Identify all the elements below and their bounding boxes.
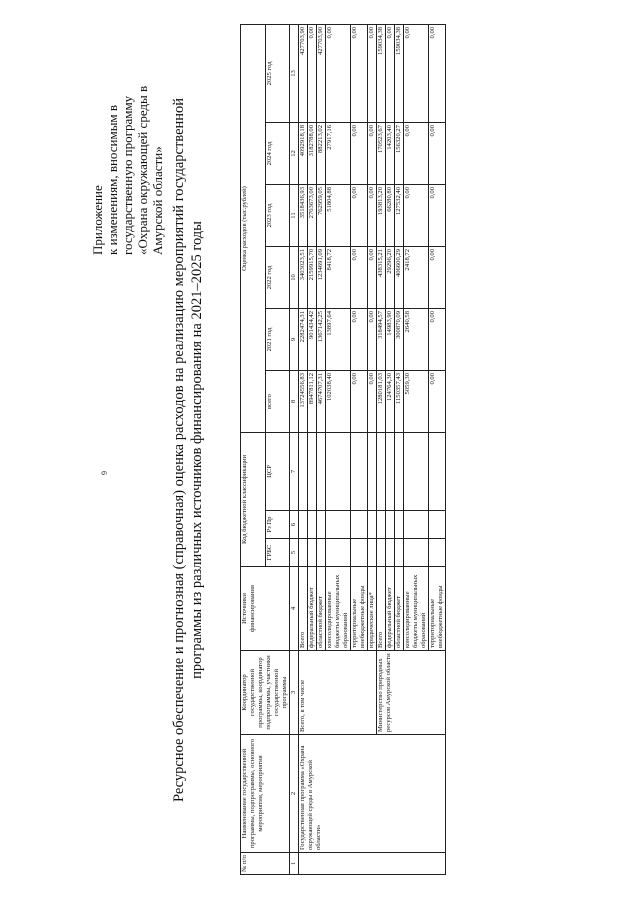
header-year: 2024 год — [265, 123, 290, 185]
amount-cell: 0,00 — [404, 185, 429, 247]
rzpr-cell — [308, 511, 317, 539]
amount-cell: 102038,40 — [326, 371, 351, 433]
amount-cell: 0,00 — [351, 185, 368, 247]
title-line: программы из различных источников финансирования на 2021–2025 годы — [189, 221, 205, 679]
grbs-cell — [299, 539, 308, 567]
header-name: Наименование государственной программы, подпрограммы, основного мероприятия, мероприятия — [241, 735, 290, 853]
amount-cell: 51804,88 — [326, 185, 351, 247]
amount-cell: 0,00 — [368, 185, 377, 247]
source-cell: консолидированные бюджеты муниципальных образований — [326, 567, 351, 651]
source-cell: Всего — [377, 567, 386, 651]
amount-cell: 29296,20 — [386, 247, 395, 309]
amount-cell: 14203,40 — [386, 123, 395, 185]
col-number: 5 — [290, 539, 299, 567]
rzpr-cell — [377, 511, 386, 539]
amount-cell: 0,00 — [429, 123, 446, 185]
rzpr-cell — [395, 511, 404, 539]
amount-cell: 0,00 — [368, 123, 377, 185]
header-total: всего — [265, 371, 290, 433]
col-number: 7 — [290, 433, 299, 511]
col-number: 9 — [290, 309, 299, 371]
amount-cell: 2282474,31 — [299, 309, 308, 371]
rzpr-cell — [404, 511, 429, 539]
amount-cell: 159034,38 — [377, 24, 386, 122]
csr-cell — [429, 433, 446, 511]
amount-cell: 127532,40 — [395, 185, 404, 247]
appendix-line: государственную программу — [120, 95, 135, 255]
amount-cell: 4092918,18 — [299, 123, 308, 185]
source-cell: юридические лица* — [368, 567, 377, 651]
col-number: 13 — [290, 24, 299, 122]
amount-cell: 0,00 — [368, 247, 377, 309]
header-year: 2021 год — [265, 309, 290, 371]
amount-cell: 2159915,70 — [308, 247, 317, 309]
header-source: Источники финансирования — [241, 567, 290, 651]
header-csr: ЦСР — [265, 433, 290, 511]
source-cell: областной бюджет — [317, 567, 326, 651]
amount-cell: 300870,09 — [395, 309, 404, 371]
amount-cell: 762959,05 — [317, 185, 326, 247]
amount-cell: 882213,02 — [317, 123, 326, 185]
amount-cell: 2640,58 — [404, 309, 429, 371]
title-line: Ресурсное обеспечение и прогнозная (справочная) оценка расходов на реализацию мероприятий государственной — [171, 97, 187, 803]
grbs-cell — [377, 539, 386, 567]
header-grbs: ГРБС — [265, 539, 290, 567]
source-cell: федеральный бюджет — [386, 567, 395, 651]
csr-cell — [368, 433, 377, 511]
amount-cell: 124764,30 — [386, 371, 395, 433]
amount-cell: 8418,72 — [326, 247, 351, 309]
amount-cell: 3182788,00 — [308, 123, 317, 185]
amount-cell: 0,00 — [429, 371, 446, 433]
amount-cell: 14983,90 — [386, 309, 395, 371]
page-number: 9 — [100, 471, 109, 475]
amount-cell: 0,00 — [404, 24, 429, 122]
header-year: 2023 год — [265, 185, 290, 247]
amount-cell: 1150357,43 — [395, 371, 404, 433]
source-cell: территориальные внебюджетные фонды — [351, 567, 368, 651]
amount-cell: 0,00 — [429, 24, 446, 122]
appendix-line: «Охрана окружающей среды в — [135, 85, 150, 255]
appendix-line: Приложение — [90, 185, 105, 255]
grbs-cell — [317, 539, 326, 567]
appendix-line: к изменениям, вносимым в — [105, 104, 120, 255]
coordinator-cell: Всего, в том числе — [299, 651, 377, 735]
amount-cell: 0,00 — [326, 24, 351, 122]
header-budget-code: Код бюджетной классификации — [241, 433, 266, 567]
program-name-cell: Государственная программа «Охрана окружающей среды в Амурской области» — [299, 735, 446, 853]
amount-cell: 0,00 — [429, 247, 446, 309]
amount-cell: 5059,30 — [404, 371, 429, 433]
col-number: 2 — [290, 735, 299, 853]
header-year: 2025 год — [265, 24, 290, 122]
source-cell: федеральный бюджет — [308, 567, 317, 651]
csr-cell — [395, 433, 404, 511]
rzpr-cell — [386, 511, 395, 539]
amount-cell: 0,00 — [351, 24, 368, 122]
source-cell: территориальные внебюджетные фонды — [429, 567, 446, 651]
grbs-cell — [368, 539, 377, 567]
amount-cell: 0,00 — [429, 309, 446, 371]
amount-cell: 170523,67 — [377, 123, 386, 185]
amount-cell: 0,00 — [351, 371, 368, 433]
csr-cell — [299, 433, 308, 511]
document-title — [170, 35, 206, 865]
amount-cell: 406600,29 — [395, 247, 404, 309]
rzpr-cell — [326, 511, 351, 539]
col-number: 10 — [290, 247, 299, 309]
col-number: 1 — [290, 853, 299, 875]
amount-cell: 0,00 — [368, 371, 377, 433]
amount-cell: 8947811,12 — [308, 371, 317, 433]
amount-cell: 1367142,25 — [317, 309, 326, 371]
grbs-cell — [326, 539, 351, 567]
amount-cell: 0,00 — [368, 24, 377, 122]
amount-cell: 66280,80 — [386, 185, 395, 247]
amount-cell: 13724556,83 — [299, 371, 308, 433]
rzpr-cell — [317, 511, 326, 539]
amount-cell: 0,00 — [386, 24, 395, 122]
rzpr-cell — [351, 511, 368, 539]
amount-cell: 13897,64 — [326, 309, 351, 371]
amount-cell: 0,00 — [429, 185, 446, 247]
csr-cell — [351, 433, 368, 511]
row-number-cell — [299, 853, 446, 875]
grbs-cell — [395, 539, 404, 567]
header-rzpr: Рз Пр — [265, 511, 290, 539]
rzpr-cell — [299, 511, 308, 539]
table-row — [299, 24, 308, 874]
amount-cell: 0,00 — [404, 123, 429, 185]
col-number: 8 — [290, 371, 299, 433]
amount-cell: 0,00 — [351, 123, 368, 185]
amount-cell: 0,00 — [308, 24, 317, 122]
source-cell: областной бюджет — [395, 567, 404, 651]
source-cell: консолидированные бюджеты муниципальных образований — [404, 567, 429, 651]
appendix-note — [90, 15, 165, 255]
amount-cell: 0,00 — [368, 309, 377, 371]
amount-cell: 2418,72 — [404, 247, 429, 309]
amount-cell: 318494,57 — [377, 309, 386, 371]
financing-table — [240, 24, 446, 875]
amount-cell: 427703,90 — [299, 24, 308, 122]
header-no: № п/п — [241, 853, 290, 875]
amount-cell: 3403023,51 — [299, 247, 308, 309]
header-year: 2022 год — [265, 247, 290, 309]
amount-cell: 3518436,93 — [299, 185, 308, 247]
amount-cell: 156320,27 — [395, 123, 404, 185]
amount-cell: 1234691,09 — [317, 247, 326, 309]
csr-cell — [326, 433, 351, 511]
amount-cell: 438315,21 — [377, 247, 386, 309]
col-number: 4 — [290, 567, 299, 651]
amount-cell: 0,00 — [351, 309, 368, 371]
grbs-cell — [351, 539, 368, 567]
amount-cell: 2703673,00 — [308, 185, 317, 247]
amount-cell: 0,00 — [351, 247, 368, 309]
col-number: 6 — [290, 511, 299, 539]
col-number: 3 — [290, 651, 299, 735]
csr-cell — [308, 433, 317, 511]
appendix-line: Амурской области» — [150, 146, 165, 255]
header-coordinator: Координатор государственной программы, координатор подпрограммы, участники государственной программы — [241, 651, 290, 735]
grbs-cell — [308, 539, 317, 567]
csr-cell — [404, 433, 429, 511]
amount-cell: 901434,42 — [308, 309, 317, 371]
amount-cell: 427703,90 — [317, 24, 326, 122]
grbs-cell — [386, 539, 395, 567]
table-body — [299, 24, 446, 874]
rzpr-cell — [429, 511, 446, 539]
col-number: 11 — [290, 185, 299, 247]
source-cell: Всего — [299, 567, 308, 651]
csr-cell — [386, 433, 395, 511]
coordinator-cell: Министерство природных ресурсов Амурской области — [377, 651, 446, 735]
amount-cell: 27917,16 — [326, 123, 351, 185]
grbs-cell — [429, 539, 446, 567]
amount-cell: 4674707,31 — [317, 371, 326, 433]
col-number: 12 — [290, 123, 299, 185]
header-estimate: Оценка расходов (тыс.рублей) — [241, 24, 266, 432]
rzpr-cell — [368, 511, 377, 539]
amount-cell: 159034,38 — [395, 24, 404, 122]
amount-cell: 1280181,03 — [377, 371, 386, 433]
amount-cell: 193813,20 — [377, 185, 386, 247]
grbs-cell — [404, 539, 429, 567]
csr-cell — [317, 433, 326, 511]
csr-cell — [377, 433, 386, 511]
